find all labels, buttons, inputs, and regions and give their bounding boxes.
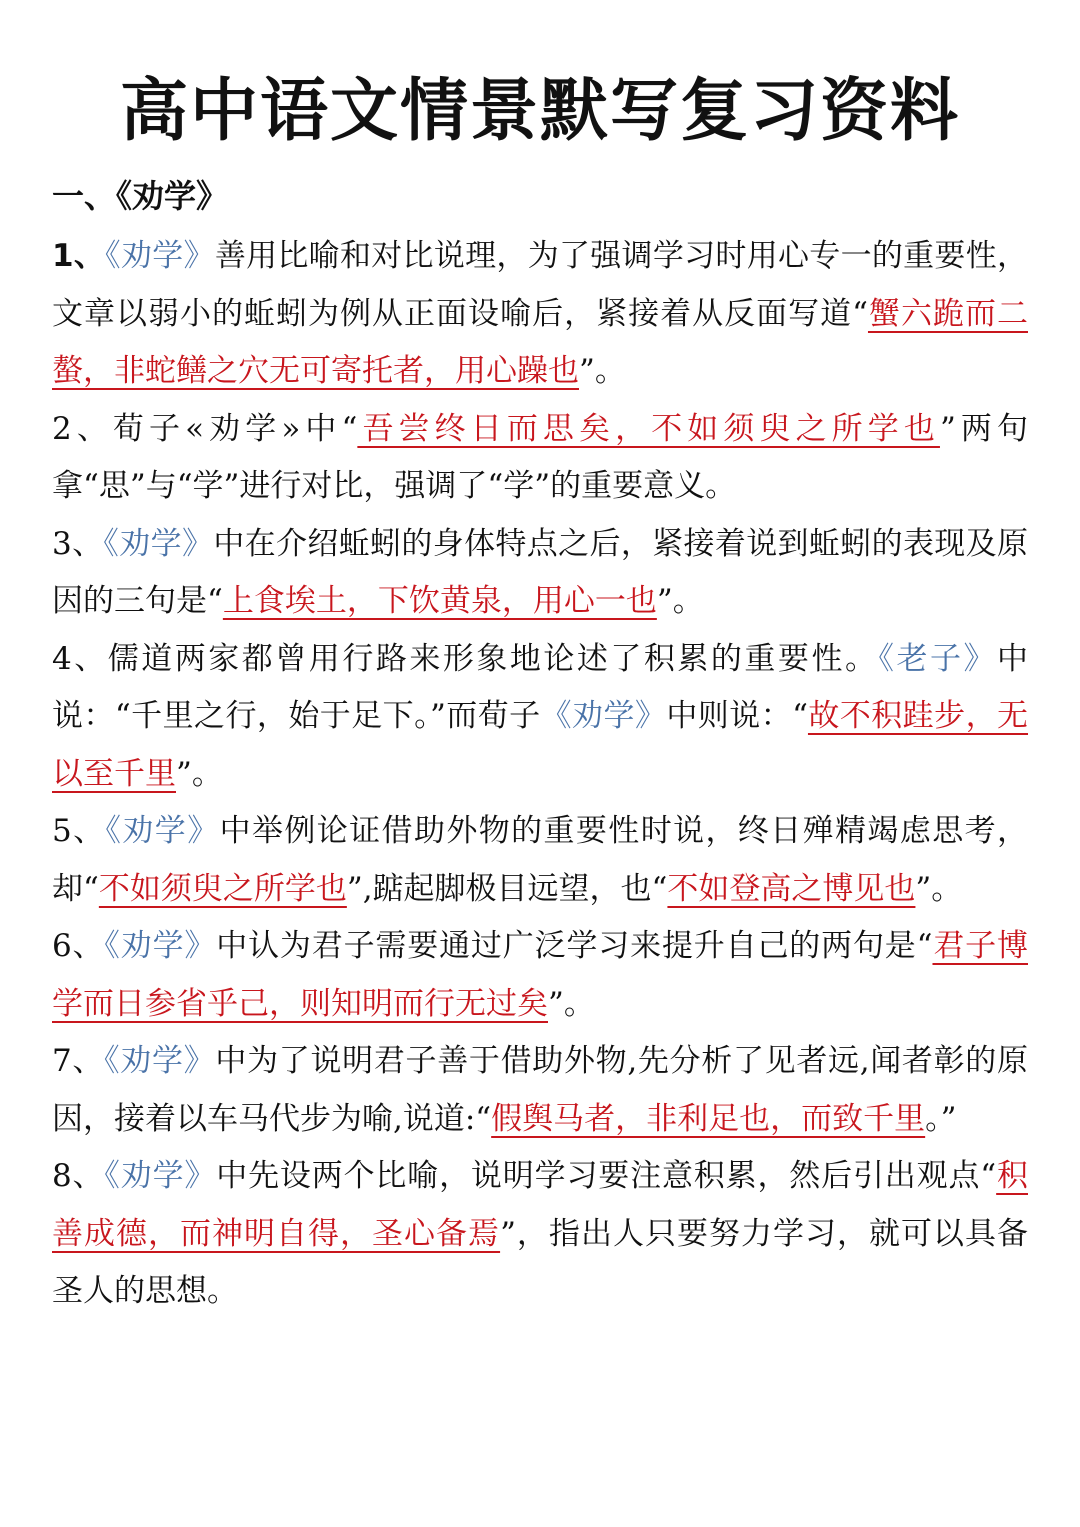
answer-text: 假舆马者，非利足也，而致千里 [491,1100,926,1137]
work-title: 《劝学》 [104,1043,216,1079]
question-text: 中认为君子需要通过广泛学习来提升自己的两句是“ [216,928,933,964]
question-text: ”。 [548,985,595,1022]
question-item-5 [52,803,1028,918]
answer-text: 蟹六跪而二螯，非蛇鳝之穴无可寄托者，用心躁也 [52,295,1028,389]
question-text: 中在介绍蚯蚓的身体特点之后，紧接着说到蚯蚓的表现及原因的三句是“ [52,525,1028,619]
item-number: 6、 [52,928,105,964]
work-title: 《老子》 [878,640,998,677]
question-text: 中说：“千里之行，始于足下。”而荀子 [52,640,1029,734]
question-item-4 [52,631,1028,804]
question-text: ”,踮起脚极目远望，也“ [346,870,668,907]
question-item-1 [52,228,1028,401]
question-text: ”。 [176,755,223,792]
answer-text: 上食埃土，下饮黄泉，用心一也 [222,583,657,619]
question-text: 中先设两个比喻，说明学习要注意积累，然后引出观点“ [216,1158,997,1194]
section-heading: 一、《劝学》 [52,177,229,215]
question-item-2 [52,401,1028,516]
answer-text: 君子博学而日参省乎己，则知明而行无过矣 [52,928,1028,1022]
question-text: 。” [925,1100,957,1137]
work-title: 《劝学》 [103,525,214,562]
item-number: 3、 [52,525,104,562]
question-item-7 [52,1033,1028,1148]
question-text: ”两句拿“思”与“学”进行对比，强调了“学”的重要意义。 [52,410,1028,504]
question-item-3 [52,516,1028,631]
question-item-6 [52,918,1028,1033]
question-list [52,228,1028,1321]
question-text: 中举例论证借助外物的重要性时说，终日殚精竭虑思考，却“ [52,813,1029,907]
item-number: 4、 [52,640,108,677]
work-title: 《劝学》 [104,928,217,964]
question-text: ”。 [656,583,704,619]
work-title: 《劝学》 [540,698,667,734]
item-number: 5、 [52,813,106,849]
answer-text: 不如登高之博见也 [667,870,916,907]
question-item-8 [52,1148,1028,1321]
question-text: ”，指出人只要努力学习，就可以具备圣人的思想。 [52,1215,1028,1309]
page-title: 高中语文情景默写复习资料 [119,72,960,151]
question-text: ”。 [915,870,963,907]
answer-text: 吾尝终日而思矣，不如须臾之所学也 [357,410,940,447]
work-title: 《劝学》 [105,813,220,849]
work-title: 《劝学》 [105,238,215,274]
item-number: 7、 [52,1043,105,1079]
item-number: 2、 [52,410,113,447]
question-text: 荀子«劝学»中“ [112,410,358,447]
item-number: 1、 [52,238,106,274]
answer-text: 故不积跬步，无以至千里 [52,698,1029,792]
answer-text: 不如须臾之所学也 [98,870,347,907]
question-text: 善用比喻和对比说理，为了强调学习时用心专一的重要性，文章以弱小的蚯蚓为例从正面设喻后，紧接着从反面写道“ [52,238,1029,332]
question-text: 中则说：“ [666,698,808,734]
answer-text: 积善成德，而神明自得，圣心备焉 [52,1158,1028,1252]
item-number: 8、 [52,1158,105,1194]
question-text: 中为了说明君子善于借助外物,先分析了见者远,闻者彰的原因，接着以车马代步为喻,说道:“ [52,1043,1028,1137]
question-text: ”。 [579,353,626,389]
work-title: 《劝学》 [104,1158,217,1194]
question-text: 儒道两家都曾用行路来形象地论述了积累的重要性。 [107,640,879,677]
